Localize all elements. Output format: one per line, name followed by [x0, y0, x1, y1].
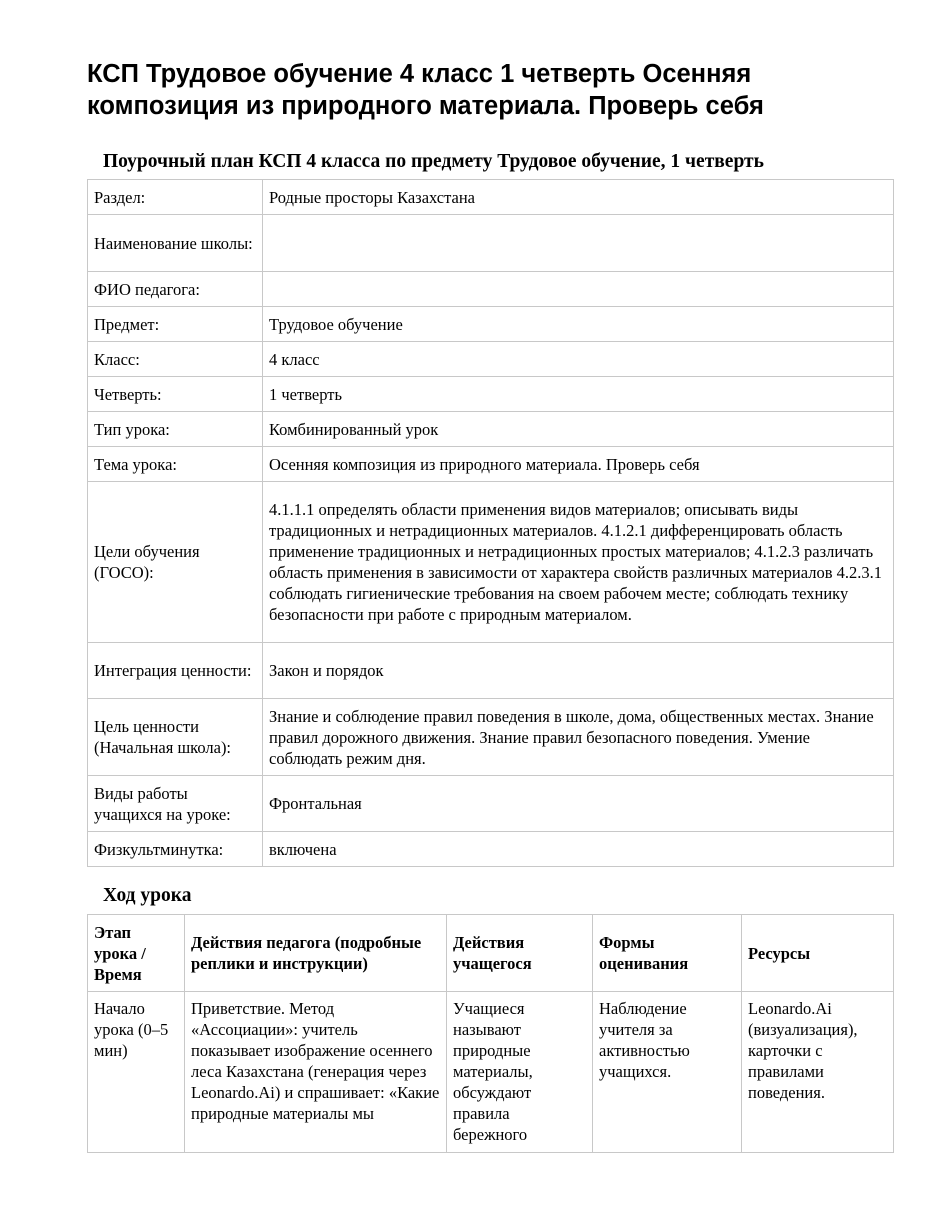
plan-row-goals: [88, 482, 894, 643]
plan-value: Комбинированный урок: [263, 412, 894, 447]
plan-heading: Поурочный план КСП 4 класса по предмету Трудовое обучение, 1 четверть: [103, 151, 764, 172]
plan-value: включена: [263, 832, 894, 867]
lesson-cell-stage: Начало урока (0–5 мин): [88, 992, 185, 1153]
document-title: КСП Трудовое обучение 4 класс 1 четверть Осенняя композиция из природного материала. Проверь себя: [87, 60, 764, 120]
plan-label: Тип урока:: [88, 412, 263, 447]
lesson-heading: Ход урока: [103, 885, 192, 906]
column-header-resources: Ресурсы: [742, 915, 894, 992]
plan-value: [263, 215, 894, 272]
column-header-stage: Этап урока / Время: [88, 915, 185, 992]
plan-label: Четверть:: [88, 377, 263, 412]
plan-label: Класс:: [88, 342, 263, 377]
plan-row-section: [88, 180, 894, 215]
plan-value: Трудовое обучение: [263, 307, 894, 342]
plan-label: Тема урока:: [88, 447, 263, 482]
plan-value: 1 четверть: [263, 377, 894, 412]
table-row: [88, 992, 894, 1153]
lesson-cell-teacher-actions: Приветствие. Метод «Ассоциации»: учитель показывает изображение осеннего леса Казахстана (генерация через Leonardo.Ai) и спрашивает: «Какие природные материалы мы: [185, 992, 447, 1153]
plan-row-value-integration: [88, 643, 894, 699]
plan-value: 4 класс: [263, 342, 894, 377]
plan-row-class: [88, 342, 894, 377]
plan-row-lesson-type: [88, 412, 894, 447]
plan-value: [263, 272, 894, 307]
lesson-table: [87, 914, 894, 1153]
lesson-cell-resources: Leonardo.Ai (визуализация), карточки с правилами поведения.: [742, 992, 894, 1153]
plan-label: Наименование школы:: [88, 215, 263, 272]
column-header-student-actions: Действия учащегося: [447, 915, 593, 992]
lesson-header-row: [88, 915, 894, 992]
plan-value: Осенняя композиция из природного материала. Проверь себя: [263, 447, 894, 482]
plan-row-teacher: [88, 272, 894, 307]
plan-label: Цели обучения (ГОСО):: [88, 482, 263, 643]
lesson-cell-student-actions: Учащиеся называют природные материалы, обсуждают правила бережного: [447, 992, 593, 1153]
plan-label: Интеграция ценности:: [88, 643, 263, 699]
plan-value: Знание и соблюдение правил поведения в школе, дома, общественных местах. Знание правил дорожного движения. Знание правил безопасного поведения. Умение соблюдать режим дня.: [263, 699, 894, 776]
plan-row-subject: [88, 307, 894, 342]
plan-row-physical-break: [88, 832, 894, 867]
plan-label: Предмет:: [88, 307, 263, 342]
plan-row-value-goal: [88, 699, 894, 776]
column-header-teacher-actions: Действия педагога (подробные реплики и инструкции): [185, 915, 447, 992]
plan-row-quarter: [88, 377, 894, 412]
plan-row-topic: [88, 447, 894, 482]
plan-row-school: [88, 215, 894, 272]
plan-label: Раздел:: [88, 180, 263, 215]
plan-value: Закон и порядок: [263, 643, 894, 699]
plan-value: Фронтальная: [263, 776, 894, 832]
column-header-assessment: Формы оценивания: [593, 915, 742, 992]
plan-value: Родные просторы Казахстана: [263, 180, 894, 215]
plan-label: ФИО педагога:: [88, 272, 263, 307]
plan-label: Цель ценности (Начальная школа):: [88, 699, 263, 776]
lesson-cell-assessment: Наблюдение учителя за активностью учащихся.: [593, 992, 742, 1153]
document-page: [87, 58, 893, 1153]
plan-table: [87, 179, 894, 867]
plan-value: 4.1.1.1 определять области применения видов материалов; описывать виды традиционных и нетрадиционных материалов. 4.1.2.1 дифференцировать область применение традиционных и нетрадиционных простых материалов; 4.1.2.3 различать область применения в зависимости от характера свойств различных материалов 4.2.3.1 соблюдать гигиенические требования на своем рабочем месте; соблюдать технику безопасности при работе с природным материалом.: [263, 482, 894, 643]
plan-label: Физкультминутка:: [88, 832, 263, 867]
plan-label: Виды работы учащихся на уроке:: [88, 776, 263, 832]
plan-row-work-types: [88, 776, 894, 832]
